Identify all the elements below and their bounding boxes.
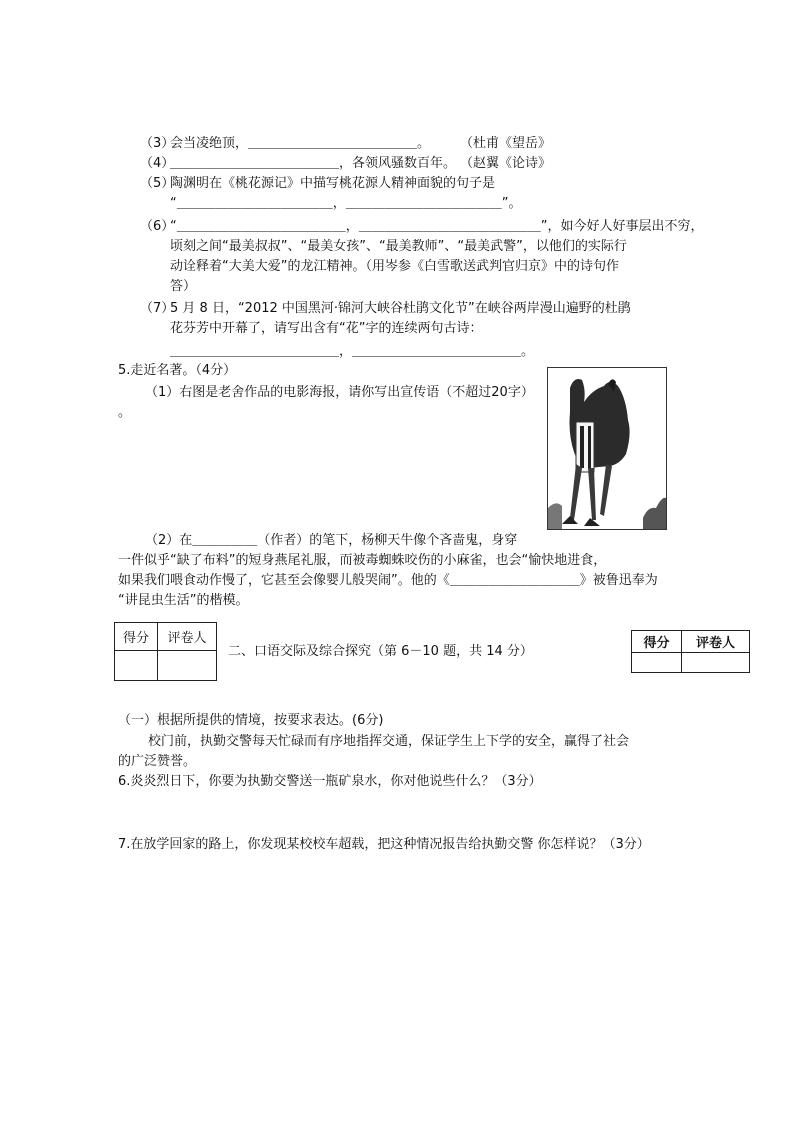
grader-cell[interactable] xyxy=(682,653,750,673)
poem-7-line2: 花芬芳中开幕了，请写出含有“花”字的连续两句古诗： xyxy=(170,321,483,336)
poem-3-num: （3） xyxy=(140,136,175,151)
poem-3-text: 会当凌绝顶，＿＿＿＿＿＿＿＿＿＿＿＿＿。 xyxy=(170,136,431,151)
score-box-left xyxy=(114,622,217,681)
movie-poster-image xyxy=(547,367,667,530)
score-label: 得分 xyxy=(115,623,158,651)
section2-title: 二、口语交际及综合探究（第 6－10 题，共 14 分） xyxy=(228,644,533,659)
score-label: 得分 xyxy=(632,631,682,653)
q5-sub2-line4: “讲昆虫生活”的楷模。 xyxy=(118,593,249,608)
question-6: 6.炎炎烈日下，你要为执勤交警送一瓶矿泉水，你对他说些什么？（3分） xyxy=(118,774,542,789)
poem-6-num: （6） xyxy=(140,219,175,234)
poem-3-source: （杜甫《望岳》 xyxy=(460,136,552,151)
grader-cell[interactable] xyxy=(158,651,217,681)
poem-5-blank: “＿＿＿＿＿＿＿＿＿＿＿＿，＿＿＿＿＿＿＿＿＿＿＿＿”。 xyxy=(170,196,522,211)
question-7: 7.在放学回家的路上，你发现某校校车超载，把这种情况报告给执勤交警 你怎样说？（3分） xyxy=(118,837,650,852)
q5-title: 5.走近名著。（4分） xyxy=(118,363,237,378)
poem-4-num: （4） xyxy=(140,156,175,171)
poem-7-text: 5 月 8 日，“2012 中国黑河·锦河大峡谷杜鹃文化节”在峡谷两岸漫山遍野的杜鹃 xyxy=(170,301,631,316)
q5-sub1: （1）右图是老舍作品的电影海报，请你写出宣传语（不超过20字） xyxy=(145,385,534,400)
part1-intro-line2: 的广泛赞誉。 xyxy=(118,754,197,769)
grader-label: 评卷人 xyxy=(158,623,217,651)
poem-6-text: “＿＿＿＿＿＿＿＿＿＿＿＿＿，＿＿＿＿＿＿＿＿＿＿＿＿＿＿”，如今好人好事层出不穷， xyxy=(170,219,704,234)
q5-sub2-line2: 一件似乎“缺了布料”的短身燕尾礼服，而被毒蜘蛛咬伤的小麻雀，也会“愉快地进食， xyxy=(118,553,607,568)
poem-7-blank: ＿＿＿＿＿＿＿＿＿＿＿＿＿，＿＿＿＿＿＿＿＿＿＿＿＿＿。 xyxy=(170,344,535,359)
poem-5-num: （5） xyxy=(140,176,175,191)
camel-image xyxy=(548,368,666,529)
score-cell[interactable] xyxy=(632,653,682,673)
q5-sub1-tail: 。 xyxy=(118,405,132,420)
q5-sub2-line1: （2）在＿＿＿＿＿（作者）的笔下，杨柳天牛像个吝啬鬼，身穿 xyxy=(145,533,518,548)
poem-4-text: ＿＿＿＿＿＿＿＿＿＿＿＿＿，各领风骚数百年。 xyxy=(170,156,457,171)
grader-label: 评卷人 xyxy=(682,631,750,653)
poem-6-line3: 动诠释着“大美大爱”的龙江精神。（用岑参《白雪歌送武判官归京》中的诗句作 xyxy=(170,259,619,274)
poem-7-num: （7） xyxy=(140,301,175,316)
poem-5-text: 陶渊明在《桃花源记》中描写桃花源人精神面貌的句子是 xyxy=(170,176,496,191)
part1-intro-line1: 校门前，执勤交警每天忙碌而有序地指挥交通，保证学生上下学的安全，赢得了社会 xyxy=(148,734,630,749)
poem-6-line2: 顷刻之间“最美叔叔”、“最美女孩”、“最美教师”、“最美武警”，以他们的实际行 xyxy=(170,239,627,254)
poem-4-source: （赵翼《论诗》 xyxy=(460,156,552,171)
score-box-right xyxy=(631,630,750,673)
poem-6-line4: 答） xyxy=(170,279,197,294)
q5-sub2-line3: 如果我们喂食动作慢了，它甚至会像婴儿般哭闹”。他的《＿＿＿＿＿＿＿＿＿＿》被鲁迅奉为 xyxy=(118,573,658,588)
score-cell[interactable] xyxy=(115,651,158,681)
part1-title: （一）根据所提供的情境，按要求表达。(6分) xyxy=(118,713,384,728)
